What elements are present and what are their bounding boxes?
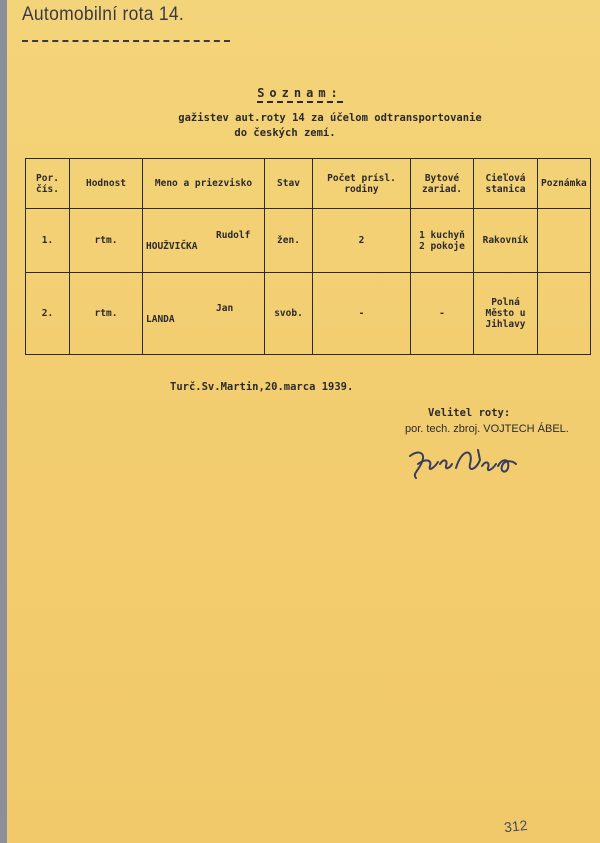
row2-hodnost: rtm.: [70, 273, 143, 355]
header-meno: Meno a priezvisko: [143, 159, 265, 209]
row1-pocet: 2: [313, 209, 411, 273]
document-subtitle-line1: gažistev aut.roty 14 za účelom odtransportovanie: [178, 112, 482, 124]
row1-por: 1.: [26, 209, 70, 273]
row1-bytove: 1 kuchyň 2 pokoje: [411, 209, 474, 273]
header-pocet: Počet prísl. rodiny: [313, 159, 411, 209]
place-date: Turč.Sv.Martin,20.marca 1939.: [170, 381, 354, 393]
row1-hodnost: rtm.: [70, 209, 143, 273]
row1-first-name: Rudolf: [216, 229, 251, 241]
document-title-text: Soznam:: [257, 86, 343, 103]
header-hodnost: Hodnost: [70, 159, 143, 209]
header-stav: Stav: [265, 159, 313, 209]
row2-poznamka: [538, 273, 591, 355]
unit-stamp: Automobilní rota 14.: [22, 4, 184, 25]
table-header-row: [26, 159, 591, 209]
table-row: [26, 273, 591, 355]
row1-meno: [143, 209, 265, 273]
row2-pocet: -: [313, 273, 411, 355]
row2-cielova: Polná Město u Jihlavy: [474, 273, 538, 355]
header-por: Por. čís.: [26, 159, 70, 209]
stamp-underline: [22, 40, 230, 42]
header-cielova: Cieľová stanica: [474, 159, 538, 209]
row1-cielova: Rakovník: [474, 209, 538, 273]
document-title: [0, 86, 600, 100]
row2-last-name: LANDA: [146, 313, 175, 325]
handwritten-signature: [404, 442, 524, 482]
page-number: 312: [503, 816, 529, 836]
personnel-table: [25, 158, 591, 355]
document-subtitle-line2: do českých zemí.: [234, 127, 336, 139]
commander-label: Velitel roty:: [428, 407, 511, 419]
row2-bytove: -: [411, 273, 474, 355]
row2-meno: [143, 273, 265, 355]
row2-stav: svob.: [265, 273, 313, 355]
row1-poznamka: [538, 209, 591, 273]
row2-first-name: Jan: [216, 302, 234, 314]
row2-por: 2.: [26, 273, 70, 355]
table-row: [26, 209, 591, 273]
row1-last-name: HOUŽVIČKA: [146, 240, 198, 252]
row1-stav: žen.: [265, 209, 313, 273]
header-bytove: Bytové zariad.: [411, 159, 474, 209]
header-poznamka: Poznámka: [538, 159, 591, 209]
commander-rank-name: por. tech. zbroj. VOJTECH ÁBEL.: [405, 423, 569, 435]
